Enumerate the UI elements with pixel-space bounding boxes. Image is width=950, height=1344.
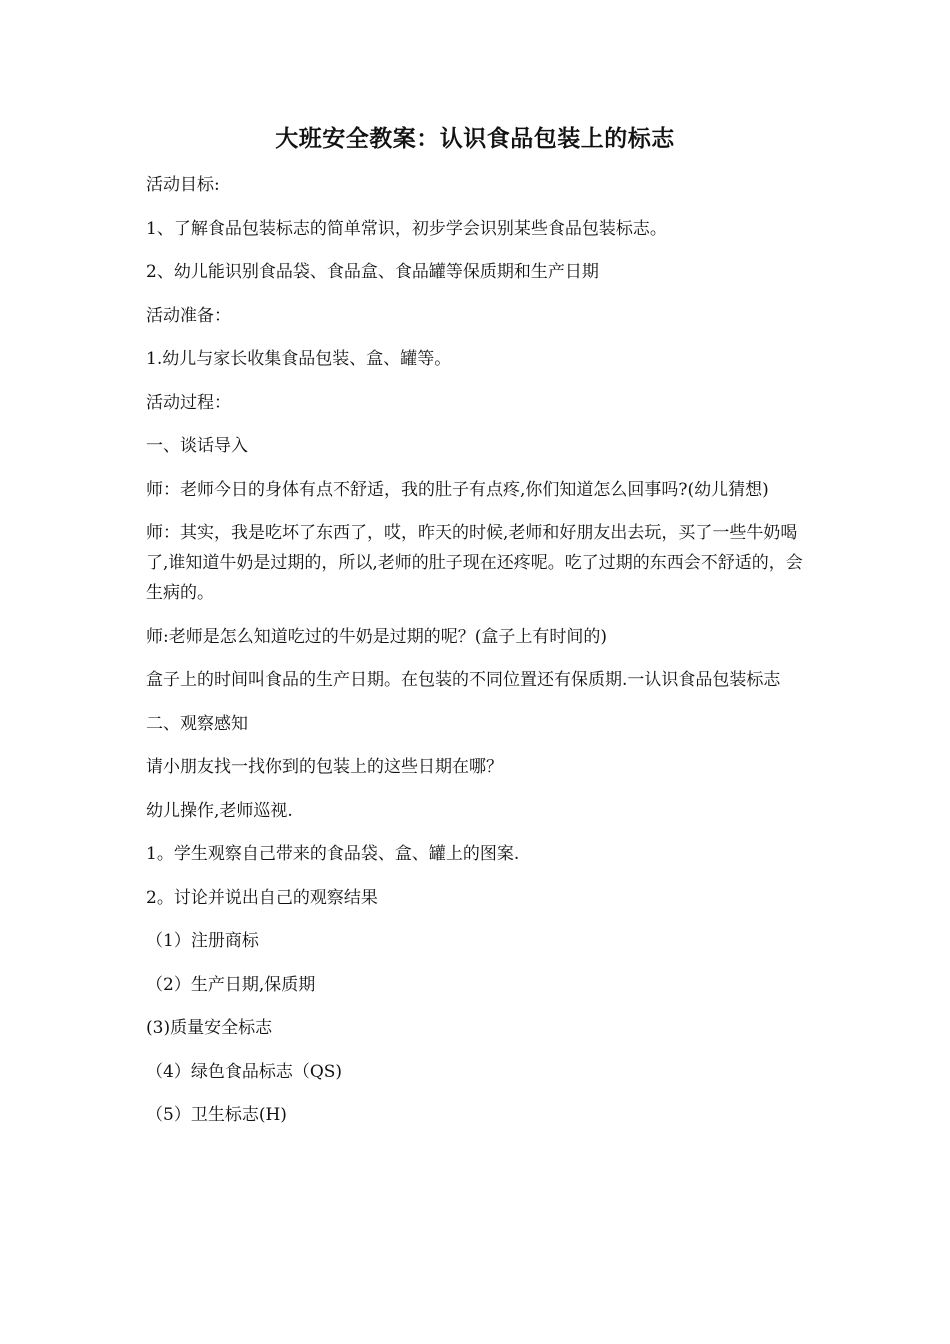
paragraph: 师:老师是怎么知道吃过的牛奶是过期的呢？(盒子上有时间的) (146, 626, 607, 647)
paragraph: （5）卫生标志(H) (146, 1105, 287, 1125)
document-body (146, 170, 810, 1144)
paragraph: 1、了解食品包装标志的简单常识，初步学会识别某些食品包装标志。 (146, 218, 667, 239)
paragraph: 幼儿操作,老师巡视. (146, 800, 293, 821)
paragraph: 盒子上的时间叫食品的生产日期。在包装的不同位置还有保质期.一认识食品包装标志 (146, 670, 781, 690)
paragraph: 师：其实，我是吃坏了东西了，哎，昨天的时候,老师和好朋友出去玩，买了一些牛奶喝了,谁知道牛奶是过期的，所以,老师的肚子现在还疼呢。吃了过期的东西会不舒适的，会生病的。 (146, 523, 803, 603)
document-title: 大班安全教案：认识食品包装上的标志 (275, 126, 675, 152)
paragraph: 活动目标: (146, 175, 220, 195)
paragraph: (3)质量安全标志 (146, 1018, 273, 1038)
paragraph: （2）生产日期,保质期 (146, 974, 316, 995)
paragraph: （1）注册商标 (146, 931, 259, 951)
paragraph: 活动准备： (146, 305, 231, 326)
paragraph: 请小朋友找一找你到的包装上的这些日期在哪？ (146, 757, 503, 777)
paragraph: 2、幼儿能识别食品袋、食品盒、食品罐等保质期和生产日期 (146, 262, 599, 282)
paragraph: （4）绿色食品标志（QS) (146, 1061, 343, 1082)
paragraph: 1.幼儿与家长收集食品包装、盒、罐等。 (146, 349, 452, 369)
paragraph: 1。学生观察自己带来的食品袋、盒、罐上的图案. (146, 844, 520, 864)
paragraph: 活动过程： (146, 392, 231, 413)
paragraph: 一、谈话导入 (146, 436, 248, 456)
paragraph: 师：老师今日的身体有点不舒适，我的肚子有点疼,你们知道怎么回事吗?(幼儿猜想) (146, 479, 769, 500)
paragraph: 2。讨论并说出自己的观察结果 (146, 887, 378, 908)
paragraph: 二、观察感知 (146, 713, 248, 734)
